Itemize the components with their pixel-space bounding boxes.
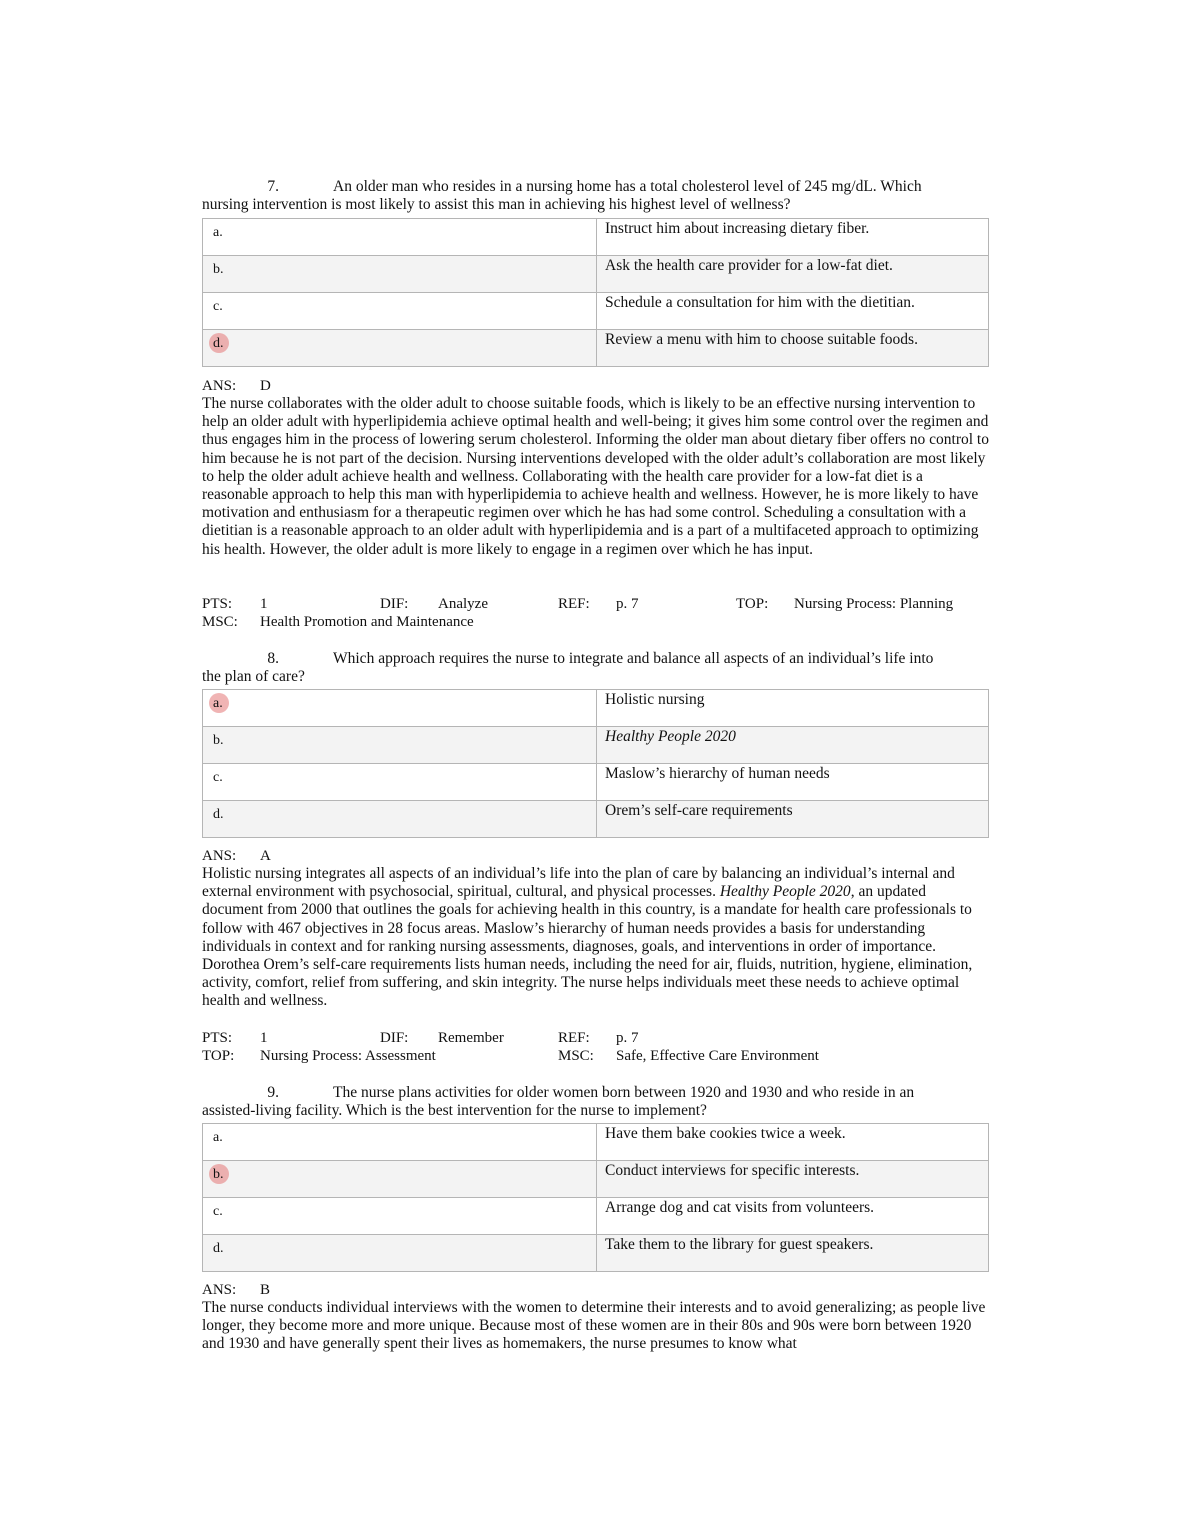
- question-9-rationale: The nurse conducts individual interviews with the women to determine their interests and to avoid generalizing; as people live longer, they become more and more unique. Because most of these women are in their 80s and 90s were born between 1920 and 1930 and have generally spent their lives as homemakers, the nurse presumes to know what: [202, 1299, 986, 1353]
- option-row[interactable]: [203, 293, 989, 330]
- top-value: Nursing Process: Planning: [794, 596, 954, 612]
- top-label: TOP:: [202, 1048, 235, 1064]
- question-7-stem-line1: An older man who resides in a nursing home has a total cholesterol level of 245 mg/dL. Which: [333, 178, 922, 195]
- option-letter: b.: [213, 1167, 224, 1182]
- option-row[interactable]: [203, 764, 989, 801]
- option-text: Holistic nursing: [597, 690, 989, 727]
- question-9-stem-line2: assisted-living facility. Which is the best intervention for the nurse to implement?: [202, 1102, 707, 1119]
- option-text: Have them bake cookies twice a week.: [597, 1124, 989, 1161]
- option-row[interactable]: [203, 1161, 989, 1198]
- option-row[interactable]: [203, 801, 989, 838]
- rationale-italic: Healthy People 2020: [719, 883, 851, 901]
- question-7-stem-line2: nursing intervention is most likely to assist this man in achieving his highest level of wellness?: [202, 196, 791, 213]
- option-row[interactable]: [203, 690, 989, 727]
- rationale-text-2: , an updated document from 2000 that outlines the goals for achieving health in this country, is a mandate for health care professionals to follow with 467 objectives in 28 focus areas. Maslow’s hierarchy of human needs provides a basis for understanding individuals in context and for ranking nursing assessments, diagnoses, goals, and interventions in order of importance. Dorothea Orem’s self-care requirements lists human needs, including the need for air, fluids, nutrition, hygiene, elimination, activity, comfort, relief from suffering, and skin integrity. The nurse helps individuals meet these needs to achieve optimal health and wellness.: [202, 883, 973, 1010]
- option-text: Orem’s self-care requirements: [597, 801, 989, 838]
- option-text: Schedule a consultation for him with the dietitian.: [597, 293, 989, 330]
- answer-label: ANS:: [202, 378, 237, 394]
- msc-value: Safe, Effective Care Environment: [616, 1048, 819, 1064]
- option-row[interactable]: [203, 1198, 989, 1235]
- option-row[interactable]: [203, 1124, 989, 1161]
- ref-label: REF:: [558, 1030, 590, 1046]
- option-letter: b.: [213, 733, 224, 748]
- option-text: Ask the health care provider for a low-fat diet.: [597, 256, 989, 293]
- question-8-rationale: [202, 865, 990, 1011]
- option-row[interactable]: [203, 219, 989, 256]
- question-8-answer: [202, 847, 271, 865]
- option-letter: d.: [213, 1241, 224, 1256]
- ref-value: p. 7: [616, 596, 639, 612]
- question-7-rationale: The nurse collaborates with the older adult to choose suitable foods, which is likely to be an effective nursing intervention to help an older adult with hyperlipidemia achieve optimal health and well-being; it gives him some control over the regimen and thus engages him in the process of lowering serum cholesterol. Informing the older man about dietary fiber offers no control to him because he is not part of the decision. Nursing interventions developed with the older adult’s collaboration are most likely to help the older adult achieve health and wellness. Collaborating with the health care provider for a low-fat diet is a reasonable approach to help this man with hyperlipidemia to achieve health and wellness. However, he is more likely to have motivation and enthusiasm for a therapeutic regimen over which he has had some control. Scheduling a consultation with a dietitian is a reasonable approach to an older adult with hyperlipidemia and is a part of a multifaceted approach to optimizing his health. However, the older adult is more likely to engage in a regimen over which he has input.: [202, 395, 989, 558]
- question-7-number: 7.: [267, 178, 279, 195]
- question-9-stem-line1: The nurse plans activities for older women born between 1920 and 1930 and who reside in an: [333, 1084, 915, 1101]
- option-text: Maslow’s hierarchy of human needs: [597, 764, 989, 801]
- option-letter: c.: [213, 770, 223, 785]
- dif-value: Remember: [438, 1030, 504, 1046]
- question-8-options: [202, 689, 989, 838]
- option-text: Arrange dog and cat visits from volunteers.: [597, 1198, 989, 1235]
- option-text: Review a menu with him to choose suitable foods.: [597, 330, 989, 367]
- option-letter: c.: [213, 1204, 223, 1219]
- question-9-stem: [202, 1084, 990, 1120]
- msc-value: Health Promotion and Maintenance: [260, 614, 474, 630]
- question-7-answer: [202, 377, 271, 395]
- ref-label: REF:: [558, 596, 590, 612]
- option-text: Instruct him about increasing dietary fiber.: [597, 219, 989, 256]
- option-letter: d.: [213, 336, 224, 351]
- option-text: Take them to the library for guest speakers.: [597, 1235, 989, 1272]
- answer-label: ANS:: [202, 848, 237, 864]
- pts-value: 1: [260, 1030, 268, 1046]
- option-letter: a.: [213, 1130, 223, 1145]
- option-letter: b.: [213, 262, 224, 277]
- option-letter: c.: [213, 299, 223, 314]
- option-letter: a.: [213, 696, 223, 711]
- rationale-text-1: Holistic nursing integrates all aspects of an individual’s life into the plan of care by balancing an individual’s internal and external environment with psychosocial, spiritual, cultural, and physical processes.: [202, 865, 955, 901]
- question-7-options: [202, 218, 989, 367]
- question-8-stem: [202, 650, 990, 686]
- option-row[interactable]: [203, 1235, 989, 1272]
- question-8-number: 8.: [267, 650, 279, 667]
- pts-value: 1: [260, 596, 268, 612]
- answer-label: ANS:: [202, 1282, 237, 1298]
- option-row[interactable]: [203, 727, 989, 764]
- dif-value: Analyze: [438, 596, 488, 612]
- dif-label: DIF:: [380, 1030, 409, 1046]
- question-8-stem-line1: Which approach requires the nurse to integrate and balance all aspects of an individual’s life into: [333, 650, 934, 667]
- msc-label: MSC:: [202, 614, 238, 630]
- question-9-options: [202, 1123, 989, 1272]
- option-row[interactable]: [203, 256, 989, 293]
- msc-label: MSC:: [558, 1048, 594, 1064]
- option-text: Conduct interviews for specific interests.: [597, 1161, 989, 1198]
- top-value: Nursing Process: Assessment: [260, 1048, 436, 1064]
- answer-value: A: [260, 848, 271, 864]
- option-letter: a.: [213, 225, 223, 240]
- option-text: Healthy People 2020: [605, 728, 736, 745]
- pts-label: PTS:: [202, 596, 233, 612]
- pts-label: PTS:: [202, 1030, 233, 1046]
- top-label: TOP:: [736, 596, 769, 612]
- ref-value: p. 7: [616, 1030, 639, 1046]
- question-8-stem-line2: the plan of care?: [202, 668, 305, 685]
- answer-value: B: [260, 1282, 271, 1298]
- question-9-answer: [202, 1281, 270, 1299]
- question-7-stem: [202, 178, 990, 214]
- answer-value: D: [260, 378, 271, 394]
- option-letter: d.: [213, 807, 224, 822]
- dif-label: DIF:: [380, 596, 409, 612]
- question-9-number: 9.: [267, 1084, 279, 1101]
- option-row[interactable]: [203, 330, 989, 367]
